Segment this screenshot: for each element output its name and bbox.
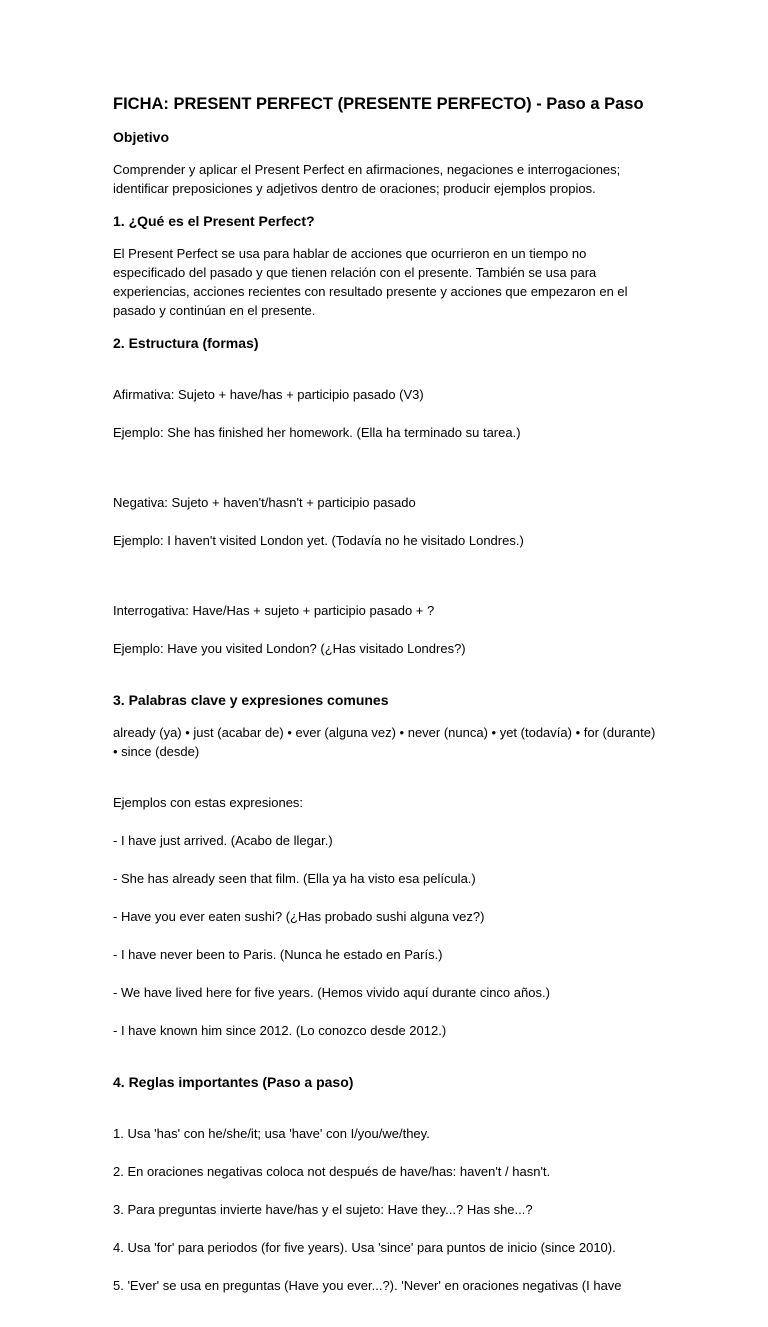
objective-text: Comprender y aplicar el Present Perfect en afirmaciones, negaciones e interrogaciones; identificar preposiciones y adjetivos dentro de oraciones; producir ejemplos propios. bbox=[113, 162, 621, 196]
examples-intro: Ejemplos con estas expresiones: bbox=[113, 795, 304, 810]
rules-list bbox=[113, 1105, 658, 1314]
negative-example: Ejemplo: I haven't visited London yet. (Todavía no he visitado Londres.) bbox=[113, 533, 524, 548]
example-item: - I have known him since 2012. (Lo conozco desde 2012.) bbox=[113, 1023, 447, 1038]
rule-item: 4. Usa 'for' para periodos (for five years). Usa 'since' para puntos de inicio (since 2010). bbox=[113, 1240, 616, 1255]
affirmative-rule: Afirmativa: Sujeto + have/has + participio pasado (V3) bbox=[113, 387, 424, 402]
example-item: - We have lived here for five years. (Hemos vivido aquí durante cinco años.) bbox=[113, 985, 550, 1000]
example-item: - Have you ever eaten sushi? (¿Has probado sushi alguna vez?) bbox=[113, 909, 485, 924]
section1-heading: 1. ¿Qué es el Present Perfect? bbox=[113, 213, 315, 229]
affirmative-form bbox=[113, 366, 658, 461]
interrogative-rule: Interrogativa: Have/Has + sujeto + participio pasado + ? bbox=[113, 603, 435, 618]
negative-rule: Negativa: Sujeto + haven't/hasn't + participio pasado bbox=[113, 495, 416, 510]
document-content bbox=[113, 92, 658, 1327]
negative-form bbox=[113, 474, 658, 569]
affirmative-example: Ejemplo: She has finished her homework. (Ella ha terminado su tarea.) bbox=[113, 425, 521, 440]
example-item: - I have just arrived. (Acabo de llegar.) bbox=[113, 833, 333, 848]
section1-text: El Present Perfect se usa para hablar de acciones que ocurrieron en un tiempo no especificado del pasado y que tienen relación con el presente. También se usa para experiencias, acciones recientes con resultado presente y acciones que empezaron en el pasado y continúan en el presente. bbox=[113, 246, 628, 318]
rule-item: 2. En oraciones negativas coloca not después de have/has: haven't / hasn't. bbox=[113, 1164, 551, 1179]
interrogative-example: Ejemplo: Have you visited London? (¿Has visitado Londres?) bbox=[113, 641, 466, 656]
keywords-text: already (ya) • just (acabar de) • ever (alguna vez) • never (nunca) • yet (todavía) • for (durante) • since (desde) bbox=[113, 725, 656, 759]
examples-block bbox=[113, 774, 658, 1059]
rule-item: 1. Usa 'has' con he/she/it; usa 'have' con I/you/we/they. bbox=[113, 1126, 430, 1141]
section2-heading: 2. Estructura (formas) bbox=[113, 335, 259, 351]
rule-item: 3. Para preguntas invierte have/has y el sujeto: Have they...? Has she...? bbox=[113, 1202, 533, 1217]
rule-item: 5. 'Ever' se usa en preguntas (Have you ever...?). 'Never' en oraciones negativas (I have bbox=[113, 1278, 622, 1293]
objective-heading: Objetivo bbox=[113, 129, 170, 145]
page-title: FICHA: PRESENT PERFECT (PRESENTE PERFECTO) - Paso a Paso bbox=[113, 95, 644, 113]
section4-heading: 4. Reglas importantes (Paso a paso) bbox=[113, 1074, 354, 1090]
example-item: - She has already seen that film. (Ella ya ha visto esa película.) bbox=[113, 871, 476, 886]
interrogative-form bbox=[113, 582, 658, 677]
example-item: - I have never been to Paris. (Nunca he estado en París.) bbox=[113, 947, 443, 962]
section3-heading: 3. Palabras clave y expresiones comunes bbox=[113, 692, 389, 708]
